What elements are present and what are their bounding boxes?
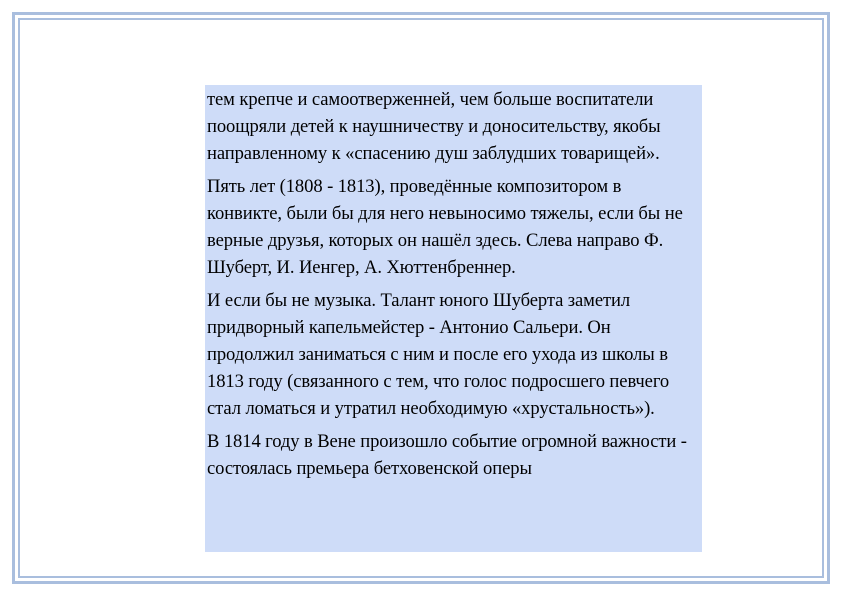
text-box bbox=[205, 85, 702, 552]
paragraph-4: В 1814 году в Вене произошло событие огромной важности - состоялась премьера бетховенской оперы bbox=[207, 431, 687, 479]
paragraph-3: И если бы не музыка. Талант юного Шуберта заметил придворный капельмейстер - Антонио Сальери. Он продолжил заниматься с ним и после его ухода из школы в 1813 году (связанного с тем, что голос подросшего певчего стал ломаться и утратил необходимую «хрустальность»). bbox=[207, 290, 670, 419]
paragraph-2: Пять лет (1808 - 1813), проведённые композитором в конвикте, были бы для него невыносимо тяжелы, если бы не верные друзья, которых он нашёл здесь. Слева направо Ф. Шуберт, И. Иенгер, А. Хюттенбреннер. bbox=[207, 176, 683, 278]
paragraph-1: тем крепче и самоотверженней, чем больше воспитатели поощряли детей к наушничеству и доносительству, якобы направленному к «спасению душ заблудших товарищей». bbox=[207, 89, 661, 164]
